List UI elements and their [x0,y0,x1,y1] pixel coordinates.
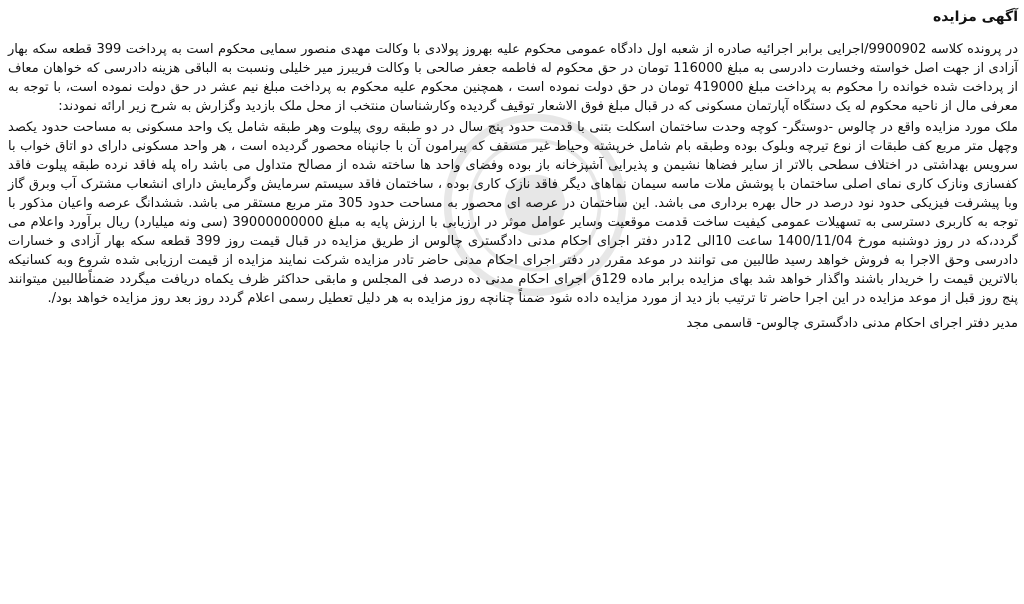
notice-paragraph-property: ملک مورد مزایده واقع در چالوس -دوستگر- کوچه وحدت ساختمان اسکلت بتنی با قدمت حدود پنج سال در دو طبقه روی پیلوت وهر طبقه شامل یک واحد مسکونی به مساحت حدود یکصد وچهل متر مربع کف طبقات از نوع تیرچه وبلوک بوده وطبقه بام شامل خرپشته وحیاط غیر مسقف که پیرامون آن با جانپناه محصور گردیده است ، هر واحد مسکونی دارای دو اتاق خواب با سرویس بهداشتی در اختلاف سطحی بالاتر از سایر فضاها نشیمن و پذیرایی آشپزخانه باز بوده وفضای واحد ها ساخته شده از مصالح متداول می باشد راه پله فاقد نرده طبقه پیلوت فاقد کفسازی ونازک کاری نمای اصلی ساختمان با پوشش ملات ماسه سیمان نماهای دیگر فاقد نازک کاری بوده ، ساختمان فاقد سیستم سرمایش وگرمایش دارای انشعاب مشترک آب وبرق گاز وبا پیشرفت فیزیکی حدود نود درصد در حال بهره برداری می باشد. این ساختمان در عرصه ای محصور به مساحت حدود 305 متر مربع مستقر می باشد. ششدانگ عرصه واعیان مذکور با توجه به کاربری دسترسی به تسهیلات عمومی کیفیت ساخت قدمت موقعیت وسایر عوامل موثر در ارزیابی با ارزش پایه به مبلغ 39000000000 (سی ونه میلیارد) ریال برآورد واعلام می گردد،که در روز دوشنبه مورخ 1400/11/04 ساعت 10الی 12در دفتر اجرای احکام مدنی دادگستری چالوس از طریق مزایده در قبال قیمت روز 399 قطعه سکه بهار آزادی و خسارات دادرسی وحق الاجرا به فروش خواهد رسید طالبین می توانند در موعد مقرر در دفتر اجرای احکام مدنی حاضر تادر مزایده شرکت نمایند مزایده از قیمت ارزیابی شده شروع وبه کسانیکه بالاترین قیمت را خریدار باشند واگذار خواهد شد بهای مزایده برابر ماده 129ق اجرای احکام مدنی ده درصد فی المجلس و مابقی حداکثر ظرف یکماه دریافت میگردد ضمناًطالبین میتوانند پنج روز قبل از موعد مزایده در این اجرا حاضر تا ترتیب باز دید از مورد مزایده داده شود ضمناً چنانچه روز مزایده به هر دلیل تعطیل رسمی اعلام گردد روز بعد روز مزایده خواهد بود/. [8,120,1018,306]
notice-paragraph-case: در پرونده کلاسه 9900902/اجرایی برابر اجرائیه صادره از شعبه اول دادگاه عمومی محکوم علیه بهروز پولادی با وکالت مهدی منصور سمایی محکوم است به پرداخت 399 قطعه سکه بهار آزادی از جهت اصل خواسته وخسارت دادرسی به مبلغ 116000 تومان در حق محکوم له فاطمه جعفر صالحی با وکالت فریبرز میر خلیلی ونسبت به الباقی هزینه دادرسی که خواهان معاف از پرداخت شده خوانده را محکوم به پرداخت مبلغ 419000 تومان در حق دولت نموده است ، همچنین محکوم علیه محکوم به پرداخت مبلغ نیم عشر در حق دولت نموده است، با توجه به معرفی مال از ناحیه محکوم له یک دستگاه آپارتمان مسکونی که در قبال مبلغ فوق الاشعار توقیف گردیده وکارشناسان منتخب از محل ملک بازدید وگزارش به شرح زیر ارائه نمودند: [8,42,1018,114]
notice-title: آگهی مزایده [932,9,1018,25]
notice-signature: مدیر دفتر اجرای احکام مدنی دادگستری چالوس- قاسمی مجد [686,316,1018,331]
